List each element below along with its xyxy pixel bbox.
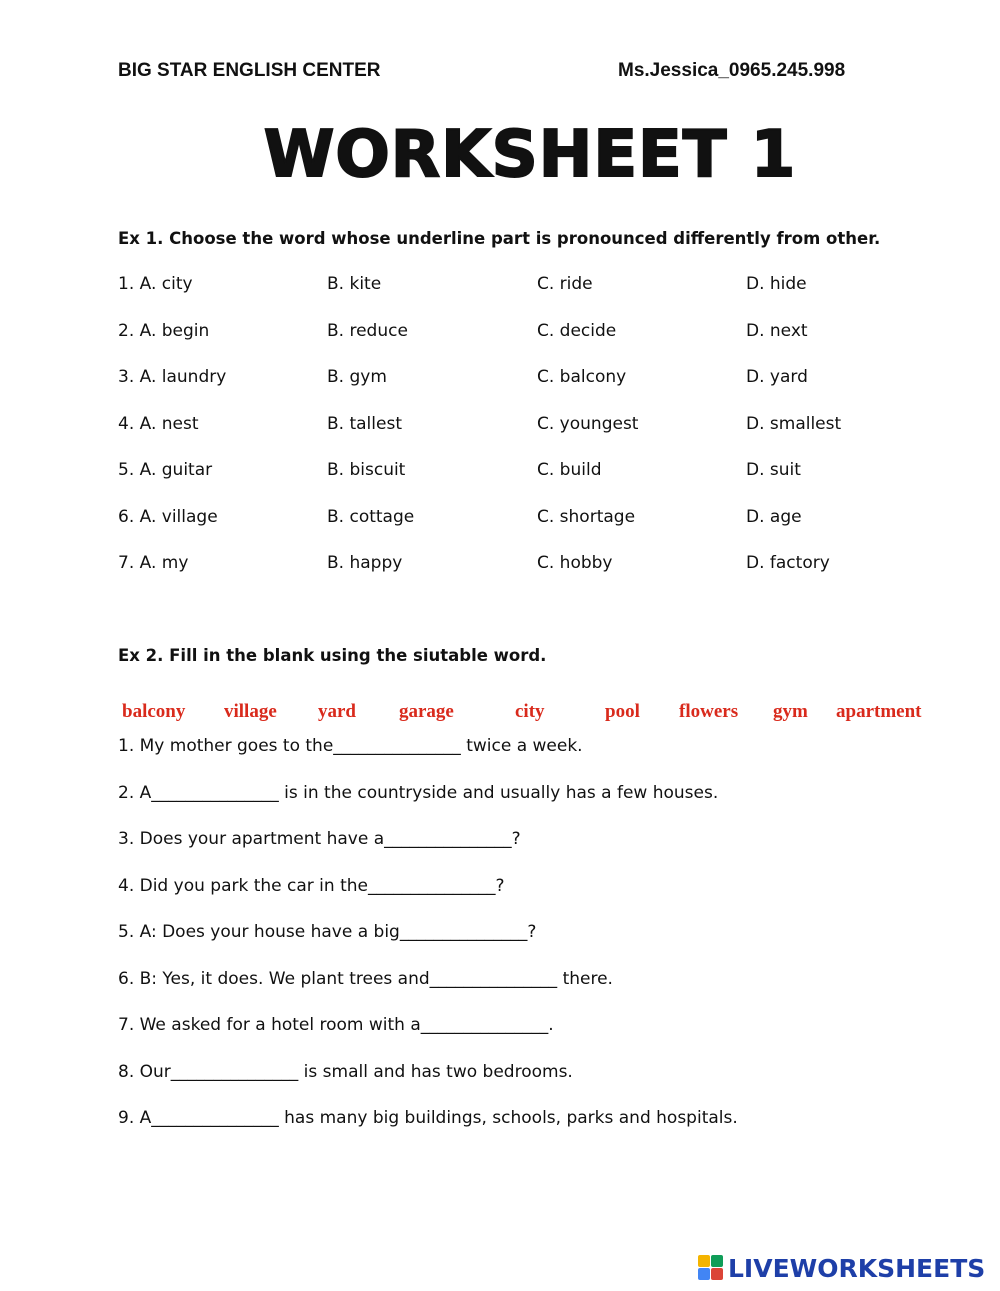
word-bank-item[interactable]: apartment xyxy=(836,701,922,722)
option-4c[interactable]: C. youngest xyxy=(537,414,639,434)
exercise-2-heading: Ex 2. Fill in the blank using the siutable word. xyxy=(118,646,547,665)
option-5a[interactable]: 5. A. guitar xyxy=(118,460,213,480)
option-4a[interactable]: 4. A. nest xyxy=(118,414,199,434)
option-6b[interactable]: B. cottage xyxy=(327,507,415,527)
option-7c[interactable]: C. hobby xyxy=(537,553,613,573)
fill-blank-sentence[interactable]: 4. Did you park the car in the_______________? xyxy=(118,876,505,896)
fill-blank-sentence[interactable]: 7. We asked for a hotel room with a_______________. xyxy=(118,1015,554,1035)
header-center-name: BIG STAR ENGLISH CENTER xyxy=(118,60,381,81)
fill-blank-sentence[interactable]: 9. A_______________ has many big buildings, schools, parks and hospitals. xyxy=(118,1108,738,1128)
option-2b[interactable]: B. reduce xyxy=(327,321,408,341)
worksheet-title: WORKSHEET 1 xyxy=(263,118,797,192)
option-7a[interactable]: 7. A. my xyxy=(118,553,189,573)
fill-blank-sentence[interactable]: 1. My mother goes to the_______________ twice a week. xyxy=(118,736,583,756)
header-teacher-contact: Ms.Jessica_0965.245.998 xyxy=(618,60,846,81)
word-bank-item[interactable]: pool xyxy=(605,701,640,722)
word-bank-item[interactable]: garage xyxy=(399,701,454,722)
word-bank-item[interactable]: city xyxy=(515,701,545,722)
option-1d[interactable]: D. hide xyxy=(746,274,807,294)
option-1a[interactable]: 1. A. city xyxy=(118,274,193,294)
exercise-1-heading: Ex 1. Choose the word whose underline part is pronounced differently from other. xyxy=(118,229,881,248)
option-3d[interactable]: D. yard xyxy=(746,367,808,387)
word-bank-item[interactable]: yard xyxy=(318,701,356,722)
option-5d[interactable]: D. suit xyxy=(746,460,801,480)
option-7b[interactable]: B. happy xyxy=(327,553,403,573)
option-3b[interactable]: B. gym xyxy=(327,367,387,387)
option-2d[interactable]: D. next xyxy=(746,321,808,341)
option-6a[interactable]: 6. A. village xyxy=(118,507,218,527)
fill-blank-sentence[interactable]: 2. A_______________ is in the countryside and usually has a few houses. xyxy=(118,783,719,803)
option-2a[interactable]: 2. A. begin xyxy=(118,321,210,341)
option-1b[interactable]: B. kite xyxy=(327,274,382,294)
word-bank-item[interactable]: village xyxy=(224,701,277,722)
liveworksheets-logo-text: LIVEWORKSHEETS xyxy=(728,1253,986,1283)
option-4d[interactable]: D. smallest xyxy=(746,414,842,434)
liveworksheets-logo-icon xyxy=(698,1255,724,1281)
option-6d[interactable]: D. age xyxy=(746,507,802,527)
option-6c[interactable]: C. shortage xyxy=(537,507,636,527)
word-bank-item[interactable]: flowers xyxy=(679,701,739,722)
option-5c[interactable]: C. build xyxy=(537,460,602,480)
fill-blank-sentence[interactable]: 6. B: Yes, it does. We plant trees and_______________ there. xyxy=(118,969,613,989)
word-bank-item[interactable]: balcony xyxy=(122,701,186,722)
fill-blank-sentence[interactable]: 5. A: Does your house have a big_______________? xyxy=(118,922,537,942)
liveworksheets-logo[interactable] xyxy=(698,1253,985,1283)
option-1c[interactable]: C. ride xyxy=(537,274,593,294)
option-3a[interactable]: 3. A. laundry xyxy=(118,367,227,387)
word-bank-item[interactable]: gym xyxy=(773,701,808,722)
fill-blank-sentence[interactable]: 3. Does your apartment have a_______________? xyxy=(118,829,521,849)
option-3c[interactable]: C. balcony xyxy=(537,367,627,387)
option-7d[interactable]: D. factory xyxy=(746,553,830,573)
fill-blank-sentence[interactable]: 8. Our_______________ is small and has two bedrooms. xyxy=(118,1062,573,1082)
option-5b[interactable]: B. biscuit xyxy=(327,460,406,480)
option-2c[interactable]: C. decide xyxy=(537,321,617,341)
option-4b[interactable]: B. tallest xyxy=(327,414,402,434)
